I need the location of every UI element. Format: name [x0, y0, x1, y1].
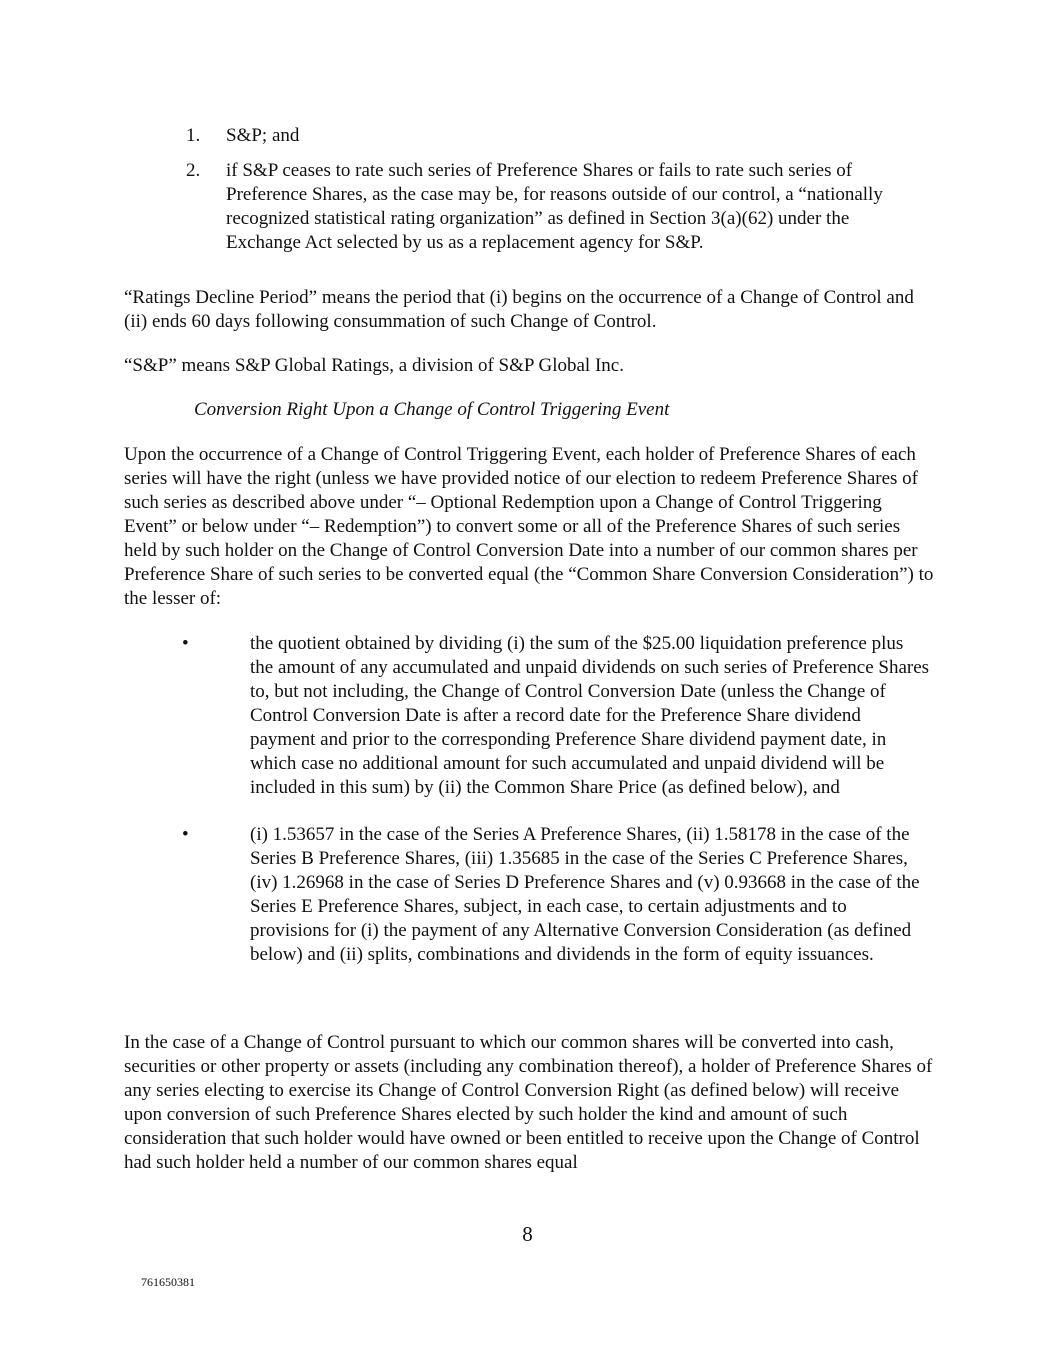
- list-item-number: 1.: [186, 125, 201, 146]
- bullet-text: (i) 1.53657 in the case of the Series A Preference Shares, (ii) 1.58178 in the case of the Series B Preference Shares, (iii) 1.35685 in the case of the Series C Preference Shares, (iv) 1.26968 in the case of Series D Preference Shares and (v) 0.93668 in the case of the Series E Preference Shares, subject, in each case, to certain adjustments and to provisions for (i) the payment of any Alternative Conversion Consideration (as defined below) and (ii) splits, combinations and dividends in the form of equity issuances.: [250, 824, 920, 965]
- list-item-text: S&P; and: [226, 125, 300, 146]
- bullet-icon: •: [182, 824, 189, 845]
- change-of-control-paragraph: In the case of a Change of Control pursuant to which our common shares will be converted into cash, securities or other property or assets (including any combination thereof), a holder of Preference Shares of any series electing to exercise its Change of Control Conversion Right (as defined below) will receive upon conversion of such Preference Shares elected by such holder the kind and amount of such consideration that such holder would have owned or been entitled to receive upon the Change of Control had such holder held a number of our common shares equal: [124, 1032, 933, 1173]
- bullet-list: [180, 632, 930, 990]
- section-subheading: Conversion Right Upon a Change of Control Triggering Event: [194, 399, 670, 420]
- document-id: 761650381: [141, 1275, 195, 1289]
- page-number: 8: [522, 1222, 533, 1246]
- bullet-item: [180, 632, 930, 800]
- list-item-text: if S&P ceases to rate such series of Preference Shares or fails to rate such series of Preference Shares, as the case may be, for reasons outside of our control, a “nationally recognized statistical rating organization” as defined in Section 3(a)(62) under the Exchange Act selected by us as a replacement agency for S&P.: [226, 160, 883, 253]
- list-item: [186, 124, 926, 148]
- bullet-icon: •: [182, 633, 189, 654]
- bullet-item: [180, 823, 930, 967]
- list-item: [186, 159, 926, 255]
- list-item-number: 2.: [186, 160, 201, 181]
- sp-definition-paragraph: “S&P” means S&P Global Ratings, a division of S&P Global Inc.: [124, 355, 624, 376]
- numbered-list: [186, 124, 926, 266]
- bullet-text: the quotient obtained by dividing (i) the sum of the $25.00 liquidation preference plus the amount of any accumulated and unpaid dividends on such series of Preference Shares to, but not including, the Change of Control Conversion Date (unless the Change of Control Conversion Date is after a record date for the Preference Share dividend payment and prior to the corresponding Preference Share dividend payment date, in which case no additional amount for such accumulated and unpaid dividend will be included in this sum) by (ii) the Common Share Price (as defined below), and: [250, 633, 930, 798]
- ratings-decline-paragraph: “Ratings Decline Period” means the period that (i) begins on the occurrence of a Change of Control and (ii) ends 60 days following consummation of such Change of Control.: [124, 287, 914, 332]
- conversion-intro-paragraph: Upon the occurrence of a Change of Control Triggering Event, each holder of Preference Shares of each series will have the right (unless we have provided notice of our election to redeem Preference Shares of such series as described above under “– Optional Redemption upon a Change of Control Triggering Event” or below under “– Redemption”) to convert some or all of the Preference Shares of such series held by such holder on the Change of Control Conversion Date into a number of our common shares per Preference Share of such series to be converted equal (the “Common Share Conversion Consideration”) to the lesser of:: [124, 444, 934, 609]
